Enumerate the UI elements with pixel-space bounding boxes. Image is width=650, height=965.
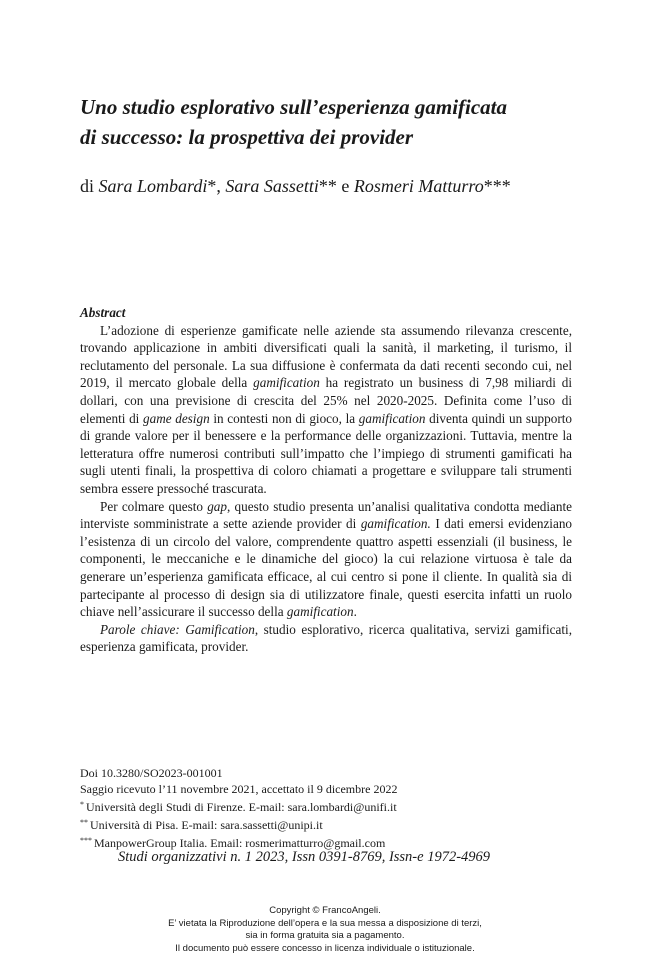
italic-term: gap (207, 498, 227, 514)
affiliation-mark-1: * (80, 800, 84, 809)
text-run: . (353, 604, 357, 620)
keywords-label: Parole chiave: Gamification (100, 621, 255, 637)
affiliation-1 (80, 797, 572, 815)
keywords (80, 621, 572, 656)
italic-term: gamification (253, 375, 320, 391)
footnotes (80, 765, 572, 851)
affiliation-text-3: ManpowerGroup Italia. Email: rosmerimatturro@gmail.com (94, 836, 386, 850)
italic-term: gamification (358, 410, 426, 426)
italic-term: gamification (286, 604, 354, 620)
abstract-section (80, 304, 572, 656)
affiliation-text-1: Università degli Studi di Firenze. E-mail: sara.lombardi@unifi.it (86, 800, 397, 814)
affiliation-mark-2: ** (80, 818, 88, 827)
affiliation-text-2: Università di Pisa. E-mail: sara.sassetti@unipi.it (90, 818, 323, 832)
italic-term: gamification. (360, 516, 431, 532)
abstract-paragraph-1 (80, 322, 572, 498)
copyright-notice (0, 905, 650, 955)
author-mark-3: *** (483, 176, 511, 196)
keywords-text: , studio esplorativo, ricerca qualitativa, servizi gamificati, esperienza gamificata, provider. (80, 621, 572, 655)
abstract-paragraph-2 (80, 498, 572, 621)
author-prefix: di (80, 176, 99, 196)
author-list (80, 176, 511, 197)
text-run: , questo studio presenta un’analisi qualitativa condotta mediante interviste somministrate a sette aziende provider di (80, 498, 572, 532)
author-mark-2: ** e (318, 176, 354, 196)
author-name-1: Sara Lombardi (98, 176, 208, 196)
received-date: Saggio ricevuto l’11 novembre 2021, accettato il 9 dicembre 2022 (80, 782, 398, 796)
text-run: L’adozione di esperienze gamificate nelle aziende sta assumendo rilevanza crescente, trovando applicazione in ambiti diversificati quali la sanità, il marketing, il turismo, il reclutamento del personale. La sua diffusione è confermata da dati recenti secondo cui, nel 2019, il mercato globale della (80, 322, 572, 391)
affiliation-2 (80, 815, 572, 833)
title-line-2: di successo: la prospettiva dei provider (80, 125, 414, 149)
affiliation-mark-3: *** (80, 836, 92, 845)
article-title (80, 92, 600, 152)
copyright-line-2: E’ vietata la Riproduzione dell’opera e la sua messa a disposizione di terzi, (168, 917, 482, 929)
doi: Doi 10.3280/SO2023-001001 (80, 766, 223, 780)
text-run: Per colmare questo (100, 498, 208, 514)
copyright-line-1: Copyright © FrancoAngeli. (269, 905, 381, 916)
text-run: ha registrato un business di 7,98 miliardi di dollari, con una previsione di crescita del 25% nel 2020-2025. Definita come l’uso di elementi di (80, 375, 572, 426)
text-run: in contesti non di gioco, la (209, 410, 359, 426)
journal-citation: Studi organizzativi n. 1 2023, Issn 0391-8769, Issn-e 1972-4969 (118, 849, 491, 865)
text-run: diventa quindi un supporto di grande valore per il benessere e la performance delle organizzazioni. Tuttavia, mentre la letteratura offre numerosi contributi sull’impatto che l’impiego di strumenti gamificati ha sugli utenti finali, la prospettiva di coloro chiamati a progettare e sviluppare tali strumenti sembra essere pressoché trascurata. (80, 410, 572, 496)
copyright-line-4: Il documento può essere concesso in licenza individuale o istituzionale. (175, 942, 475, 954)
abstract-heading: Abstract (80, 305, 126, 320)
italic-term: game design (143, 410, 210, 426)
author-mark-1: *, (207, 176, 226, 196)
title-line-1: Uno studio esplorativo sull’esperienza gamificata (80, 95, 508, 119)
author-name-2: Sara Sassetti (225, 176, 319, 196)
author-name-3: Rosmeri Matturro (353, 176, 484, 196)
copyright-line-3: sia in forma gratuita sia a pagamento. (245, 930, 405, 941)
text-run: I dati emersi evidenziano l’esistenza di un circolo del valore, comprendente quattro aspetti essenziali (il business, le componenti, le meccaniche e le dinamiche del gioco) la cui relazione virtuosa è tale da generare un’esperienza gamificata efficace, al cui centro si pone il cliente. In qualità sia di partecipante al processo di design sia di utilizzatore finale, questi esercita infatti un ruolo chiave nell’assicurare il successo della (80, 516, 573, 620)
